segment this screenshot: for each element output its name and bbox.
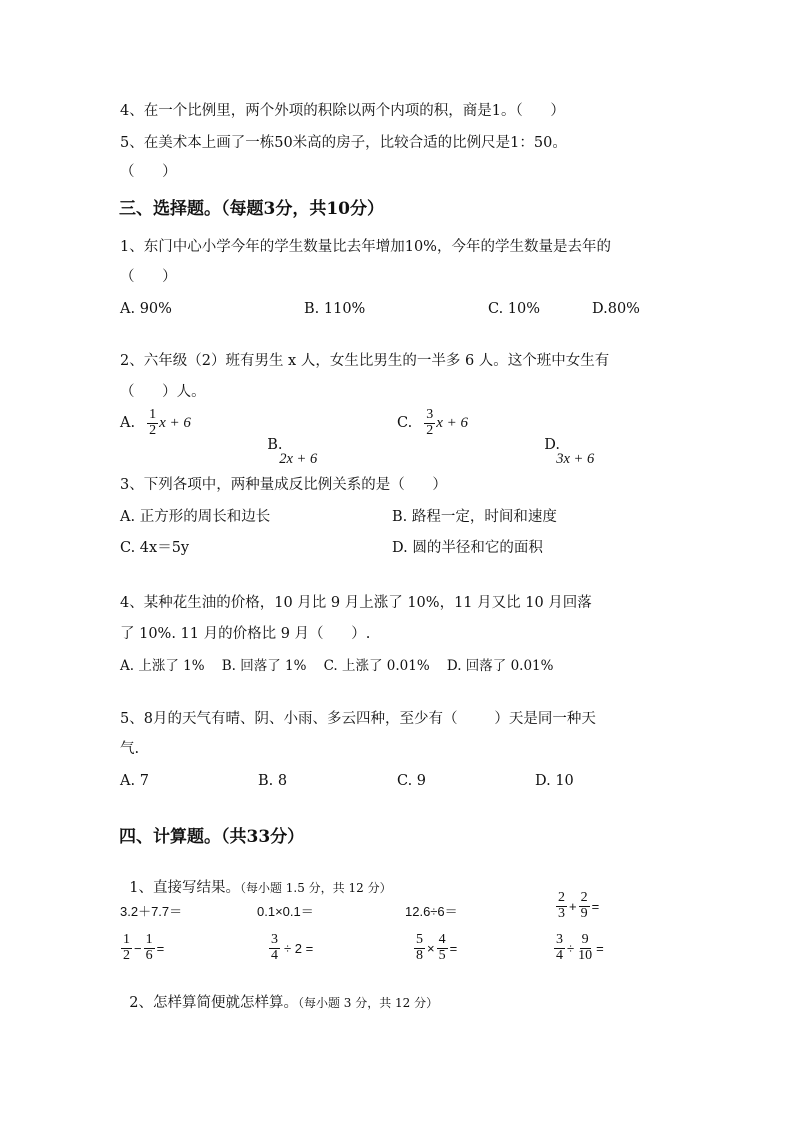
s3-q3-stem: 3、下列各项中，两种量成反比例关系的是（ ）	[120, 477, 447, 493]
fraction-numerator: 3	[426, 407, 434, 422]
calc-r2-b	[268, 933, 314, 963]
s3-q2-option-b-expr: 2x + 6	[279, 451, 318, 467]
fraction	[576, 933, 594, 963]
fraction-denominator: 2	[149, 422, 157, 438]
s3-q5-stem: 5、8月的天气有晴、阴、小雨、多云四种，至少有（ ）天是同一种天	[120, 711, 596, 727]
fraction-denominator: 9	[580, 905, 588, 921]
s4-q1-title-text: 1、直接写结果。	[129, 879, 240, 896]
s3-q3-option-d: D. 圆的半径和它的面积	[392, 540, 543, 556]
s3-q2-option-a-rest: x + 6	[159, 414, 191, 431]
fraction-denominator: 3	[558, 905, 565, 921]
s3-q2-option-d	[535, 423, 594, 467]
fraction	[414, 933, 425, 963]
section3-heading: 三、选择题。（每题3分，共10分）	[119, 199, 384, 219]
fraction-numerator: 3	[271, 932, 278, 947]
s3-q5-option-a: A. 7	[120, 773, 149, 789]
fraction-denominator: 6	[145, 947, 153, 963]
fraction-denominator: 5	[438, 947, 446, 963]
equals-sign: =	[591, 898, 600, 914]
equals-sign: =	[449, 940, 458, 956]
s3-q2-paren: （ ）人。	[120, 384, 206, 400]
s3-q5-option-c: C. 9	[397, 773, 427, 789]
fraction-denominator: 2	[123, 947, 130, 963]
calc-r1-d	[555, 891, 600, 921]
expression-rest: ÷ 2 =	[284, 940, 314, 956]
s3-q1-option-a: A. 90%	[120, 301, 172, 317]
s3-q2-option-a-label: A.	[120, 414, 136, 431]
fraction	[121, 933, 132, 963]
operator: ÷	[567, 940, 575, 956]
fraction-numerator: 3	[556, 932, 563, 947]
fraction-denominator: 4	[556, 947, 563, 963]
s3-q4-stem: 4、某种花生油的价格，10 月比 9 月上涨了 10%，11 月又比 10 月回落	[120, 595, 592, 611]
fraction	[144, 933, 155, 963]
s3-q5-option-d: D. 10	[535, 773, 574, 789]
s3-q1-option-c: C. 10%	[488, 301, 541, 317]
s3-q2-option-c-fraction	[424, 408, 435, 438]
s3-q2-stem: 2、六年级（2）班有男生 x 人，女生比男生的一半多 6 人。这个班中女生有	[120, 353, 610, 369]
fraction	[556, 891, 567, 921]
calc-r2-c	[413, 933, 458, 963]
fraction-denominator: 10	[578, 947, 593, 963]
s3-q4-options: A. 上涨了 1% B. 回落了 1% C. 上涨了 0.01% D. 回落了 0.01%	[120, 658, 554, 674]
calc-r2-a	[120, 933, 165, 963]
fraction	[579, 891, 590, 921]
judge-q5: 5、在美术本上画了一栋50米高的房子，比较合适的比例尺是1：50。	[120, 135, 567, 151]
fraction-numerator: 1	[123, 932, 130, 947]
s3-q2-option-a	[120, 408, 191, 438]
s3-q3-option-c: C. 4x＝5y	[120, 540, 190, 556]
s3-q4-stem-line2: 了 10%. 11 月的价格比 9 月（ ）.	[120, 626, 371, 642]
s3-q2-option-b-label: B.	[267, 436, 283, 453]
fraction-numerator: 1	[149, 407, 157, 422]
fraction-numerator: 9	[581, 932, 589, 947]
fraction-numerator: 2	[580, 890, 588, 905]
s3-q1-stem: 1、东门中心小学今年的学生数量比去年增加10%，今年的学生数量是去年的	[120, 239, 611, 255]
s3-q3-option-a: A. 正方形的周长和边长	[120, 509, 271, 525]
section4-heading: 四、计算题。（共33分）	[119, 827, 305, 847]
s3-q1-paren: （ ）	[120, 269, 177, 285]
equals-sign: =	[156, 940, 165, 956]
s3-q1-option-d: D.80%	[592, 301, 640, 317]
fraction	[269, 933, 280, 963]
operator: −	[134, 940, 142, 956]
s4-q1-title	[120, 866, 392, 895]
judge-q5-paren: （ ）	[120, 164, 177, 180]
fraction-denominator: 4	[271, 947, 278, 963]
calc-r1-c: 12.6÷6＝	[405, 904, 458, 919]
s4-q2-title	[120, 981, 438, 1010]
s4-q1-note: （每小题 1.5 分，共 12 分）	[239, 880, 392, 895]
s3-q2-option-a-fraction	[147, 408, 158, 438]
fraction	[554, 933, 565, 963]
fraction-numerator: 5	[416, 932, 423, 947]
fraction-numerator: 2	[558, 890, 565, 905]
s3-q2-option-c-label: C.	[397, 414, 413, 431]
equals-sign: =	[596, 940, 604, 956]
calc-r2-d	[553, 933, 605, 963]
s3-q3-option-b: B. 路程一定，时间和速度	[392, 509, 557, 525]
s3-q2-option-c-rest: x + 6	[436, 414, 468, 431]
s3-q5-option-b: B. 8	[258, 773, 288, 789]
s3-q2-option-d-label: D.	[544, 436, 560, 453]
s4-q2-title-text: 2、怎样算简便就怎样算。	[129, 994, 298, 1011]
s3-q2-option-b	[258, 423, 317, 467]
calc-r1-a: 3.2＋7.7＝	[120, 904, 183, 919]
operator: +	[569, 898, 577, 914]
s3-q2-option-d-expr: 3x + 6	[556, 451, 595, 467]
calc-r1-b: 0.1×0.1＝	[257, 904, 314, 919]
fraction-denominator: 8	[416, 947, 423, 963]
s3-q5-stem-line2: 气.	[120, 741, 140, 757]
s3-q2-option-c	[397, 408, 468, 438]
fraction	[437, 933, 448, 963]
judge-q4: 4、在一个比例里，两个外项的积除以两个内项的积，商是1。（ ）	[120, 103, 565, 119]
fraction-numerator: 4	[438, 932, 446, 947]
s3-q1-option-b: B. 110%	[304, 301, 366, 317]
fraction-denominator: 2	[426, 422, 434, 438]
s4-q2-note: （每小题 3 分，共 12 分）	[297, 995, 439, 1010]
fraction-numerator: 1	[145, 932, 153, 947]
operator: ×	[427, 940, 435, 956]
